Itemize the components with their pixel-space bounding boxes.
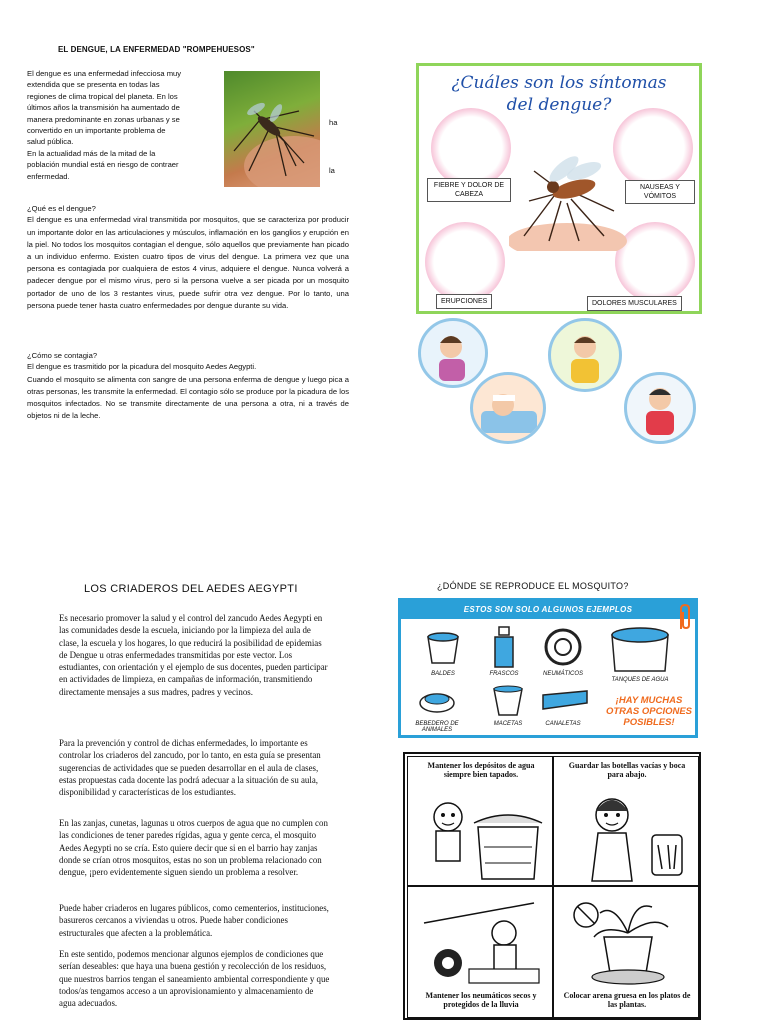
example-label: BEBEDERO DE ANIMALES [415,721,459,733]
paperclip-icon [675,603,695,631]
example-label: CANALETAS [545,721,581,727]
comic-panel [553,886,699,1018]
section-heading: ¿Qué es el dengue? [27,204,96,213]
intro-line: manera predominante en zonas urbanas y se [27,114,180,124]
paragraph: Para la prevención y control de dichas enfermedades, lo importante es controlar los criaderos del zancudo, por lo tanto, en esta guía se presentan sugerencias de actividades que se pueden desarrollar en el aula de clases, estas propuestas cada docente las podrá adecuar a la situación de su aula, disponibilidad y características de los estudiantes. [59,738,321,798]
section-title: LOS CRIADEROS DEL AEDES AEGYPTI [84,583,298,595]
sick-child-icon [421,321,485,385]
comic-caption: Colocar arena gruesa en los platos de las plantas. [563,991,691,1009]
girl-bottles-drawing-icon [562,785,692,883]
gutter-icon [541,689,589,715]
example-label: FRASCOS [489,671,519,677]
where-title: ¿DÓNDE SE REPRODUCE EL MOSQUITO? [437,581,629,591]
intro-line: población mundial está en riesgo de contraer [27,160,179,170]
example-label: TANQUES DE AGUA [611,677,669,683]
example-label: MACETAS [493,721,523,727]
symptom-nausea-label: NAUSEAS Y VÓMITOS [625,180,695,204]
text-fragment: ha [329,118,338,127]
sick-child-illustration [470,372,546,444]
breeding-examples-panel [398,598,698,738]
symptom-fever-label: FIEBRE Y DOLOR DE CABEZA [427,178,511,202]
example-label: NEUMÁTICOS [542,671,583,677]
tire-icon [543,627,583,667]
comic-panel [407,756,553,886]
comic-panel [407,886,553,1018]
que-es-section [27,203,349,312]
comic-caption: Guardar las botellas vacías y boca para abajo. [568,761,686,779]
sick-child-illustration [418,318,488,388]
covered-barrel-drawing-icon [418,787,546,883]
symptom-circle [425,222,505,302]
comic-caption: Mantener los depósitos de agua siempre bien tapados. [427,761,535,779]
contagia-section [27,350,349,422]
plant-pot-drawing-icon [564,893,690,987]
intro-line: El dengue es una enfermedad infecciosa muy [27,69,182,78]
poster-title-line: del dengue? [506,95,612,115]
symptom-muscle-pain-label: DOLORES MUSCULARES [587,296,682,311]
sick-child-icon [473,375,543,441]
intro-line: extendida que se presenta en todas las [27,80,160,90]
section-text: Cuando el mosquito se alimenta con sangre de una persona enferma de dengue y luego pica a otras personas, les transmite la enfermedad. El contagio sólo se produce por la picadura de los mosquitos infectados. No se transmite directamente de una persona a otra, ni a través de objetos ni de la leche. [27,374,349,421]
jar-icon [491,625,517,669]
intro-paragraph [27,68,215,182]
paragraph: En este sentido, podemos mencionar algunos ejemplos de condiciones que serían deseables: que haya una buena gestión y recolección de los residuos, que nuestros barrios tengan el saneamiento ambiental correspondiente y que todos/as tengamos acceso a un aprovisionamiento y almacenamiento de agua adecuados. [59,949,330,1009]
water-tank-icon [609,625,671,675]
symptoms-poster [416,63,702,314]
section-text: El dengue es trasmitido por la picadura del mosquito Aedes Aegypti. [27,362,257,372]
section-heading: ¿Cómo se contagia? [27,351,98,360]
more-options-note: ¡HAY MUCHAS OTRAS OPCIONES POSIBLES! [605,695,693,728]
mosquito-photo [224,71,320,187]
text-fragment: la [329,166,335,175]
bucket-icon [423,627,463,667]
animal-bowl-icon [417,685,457,715]
sick-child-icon [627,375,693,441]
intro-line: salud pública. [27,137,74,147]
intro-line: En la actualidad más de la mitad de la [27,148,156,158]
mosquito-icon [224,71,320,187]
poster-title-line: ¿Cuáles son los síntomas [451,73,667,93]
article-title: EL DENGUE, LA ENFERMEDAD "ROMPEHUESOS" [58,45,255,54]
examples-banner: ESTOS SON SOLO ALGUNOS EJEMPLOS [401,601,695,619]
sick-child-illustration [548,318,622,392]
sick-child-illustration [624,372,696,444]
comic-caption: Mantener los neumáticos secos y protegidos de la lluvia [425,991,537,1009]
paragraph: Es necesario promover la salud y el control del zancudo Aedes Aegypti en las comunidades desde la escuela, iniciando por la limpieza del aula de clase, la escuela y los hogares, lo que reducirá la posibilidad de epidemias de Dengue u otras enfermedades transmitidas por este vector. Los estudiantes, con orientación y el ejemplo de sus docentes, pueden participar en actividades de limpieza, en campañas de información, transmitiendo directamente mensajes a sus madres, padres y vecinos. [59,613,328,697]
tire-boy-drawing-icon [414,893,548,987]
symptom-rash-label: ERUPCIONES [436,294,492,309]
intro-line: últimos años la transmisión ha aumentado de [27,103,180,113]
prevention-comic [403,752,701,1020]
paragraph: En las zanjas, cunetas, lagunas u otros cuerpos de agua que no cumplen con las condiciones de tener paredes rígidas, agua y gente cerca, el mosquito Aedes Aegypti no se cría. Esto quiere decir que si en el barrio hay zanjas donde se crían otros mosquitos, estas no son un problema relacionado con dengue, ¡pero evidentemente siguen siendo un problema a resolver. [59,818,328,878]
comic-panel [553,756,699,886]
section-text: El dengue es una enfermedad viral transmitida por mosquitos, que se caracteriza por producir un importante dolor en las articulaciones y músculos, inflamación en los ganglios y erupción en la piel. No todos los mosquitos contagian el dengue, sólo aquellos que previamente han picado a un individuo enfermo. Existen cuatro tipos de virus del dengue. La primera vez que una persona es contagiada por cualquiera de estos 4 virus, adquiere el dengue. Nunca volverá a padecer dengue por el mismo virus, pero si la persona vuelve a ser picada por un mosquito portador de uno de los 3 restantes virus, puede sufrir otra vez dengue. Por lo tanto, una persona puede tener hasta cuatro enfermedades por dengue durante su vida. [27,215,349,310]
example-label: BALDES [431,671,455,677]
intro-line: enfermedad. [27,171,70,181]
intro-line: convertido en un importante problema de [27,126,166,136]
mosquito-icon [509,141,629,251]
intro-line: regiones de clima tropical del planeta. En los [27,91,178,101]
sick-child-icon [551,321,619,389]
symptom-circle [431,108,511,188]
flowerpot-icon [491,685,525,717]
paragraph: Puede haber criaderos en lugares públicos, como cementerios, instituciones, basureros cercanos a viviendas u otros. Puede haber condiciones estructurales que afecten a la problemática. [59,903,329,938]
